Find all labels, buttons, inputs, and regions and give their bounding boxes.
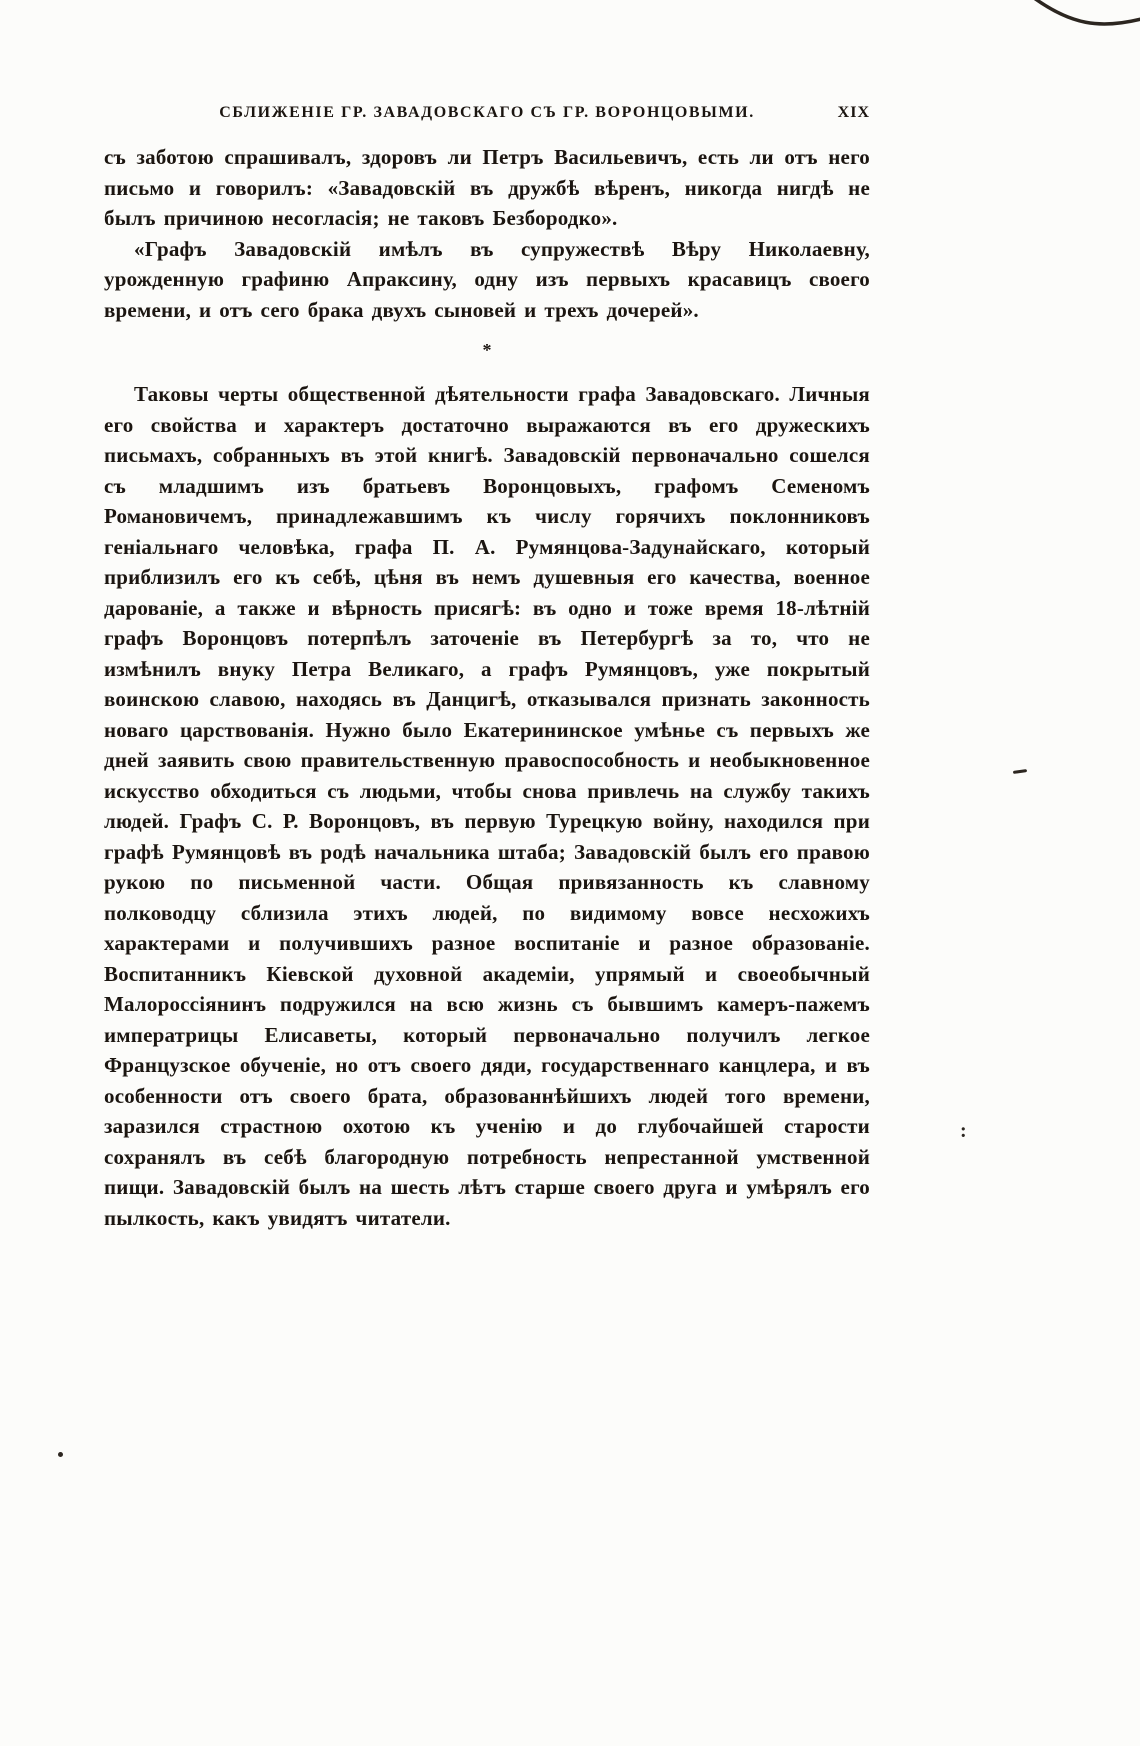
page-curl-mark: [1000, 0, 1140, 60]
scan-artifact-comma: :: [960, 1120, 967, 1142]
scan-artifact-dash: [1013, 769, 1027, 774]
paragraph-main: Таковы черты общественной дѣятельности графа Завадовскаго. Личныя его свойства и характеръ достаточно выражаются въ его дружескихъ письмахъ, собранныхъ въ этой книгѣ. Завадовскій первоначально сошелся съ младшимъ изъ братьевъ Воронцовыхъ, графомъ Семеномъ Романовичемъ, принадлежавшимъ къ числу горячихъ поклонниковъ геніальнаго человѣка, графа П. А. Румянцова-Задунайскаго, который приблизилъ его къ себѣ, цѣня въ немъ душевныя его качества, военное дарованіе, а также и вѣрность присягѣ: въ одно и тоже время 18-лѣтній графъ Воронцовъ потерпѣлъ заточеніе въ Петербургѣ за то, что не измѣнилъ внуку Петра Великаго, а графъ Румянцовъ, уже покрытый воинскою славою, находясь въ Данцигѣ, отказывался признать законность новаго царствованія. Нужно было Екатерининское умѣнье съ первыхъ же дней заявить свою правительственную правоспособность и необыкновенное искусство обходиться съ людьми, чтобы снова привлечь на службу такихъ людей. Графъ С. Р. Воронцовъ, въ первую Турецкую войну, находился при графѣ Румянцовѣ въ родѣ начальника штаба; Завадовскій былъ его правою рукою по письменной части. Общая привязанность къ славному полководцу сблизила этихъ людей, по видимому вовсе несхожихъ характерами и получившихъ разное воспитаніе и разное образованіе. Воспитанникъ Кіевской духовной академіи, упрямый и своеобычный Малороссіянинъ подружился на всю жизнь съ бывшимъ камеръ-пажемъ императрицы Елисаветы, который первоначально получилъ легкое Французское обученіе, но отъ своего дяди, государственнаго канцлера, и въ особенности отъ своего брата, образованнѣйшихъ людей того времени, заразился страстною охотою къ ученію и до глубочайшей старости сохранялъ въ себѣ благородную потребность непрестанной умственной пищи. Завадовскій былъ на шесть лѣтъ старше своего друга и умѣрялъ его пылкость, какъ увидятъ читатели.: [104, 382, 870, 1230]
running-title: СБЛИЖЕНІЕ ГР. ЗАВАДОВСКАГО СЪ ГР. ВОРОНЦОВЫМИ.: [219, 104, 755, 121]
paragraph-quote: «Графъ Завадовскій имѣлъ въ супружествѣ Вѣру Николаевну, урожденную графиню Апраксину, одну изъ первыхъ красавицъ своего времени, и отъ сего брака двухъ сыновей и трехъ дочерей».: [104, 236, 870, 322]
page-number: XIX: [837, 104, 870, 121]
page-header: [104, 104, 870, 122]
paragraph-continuation: съ заботою спрашивалъ, здоровъ ли Петръ Васильевичъ, есть ли отъ него письмо и говорилъ: «Завадовскій въ дружбѣ вѣренъ, никогда нигдѣ не былъ причиною несогласія; не таковъ Безбородко».: [104, 145, 870, 230]
scan-artifact-dot: [58, 1452, 63, 1457]
section-separator: *: [482, 340, 492, 360]
page-content: [104, 104, 870, 1233]
